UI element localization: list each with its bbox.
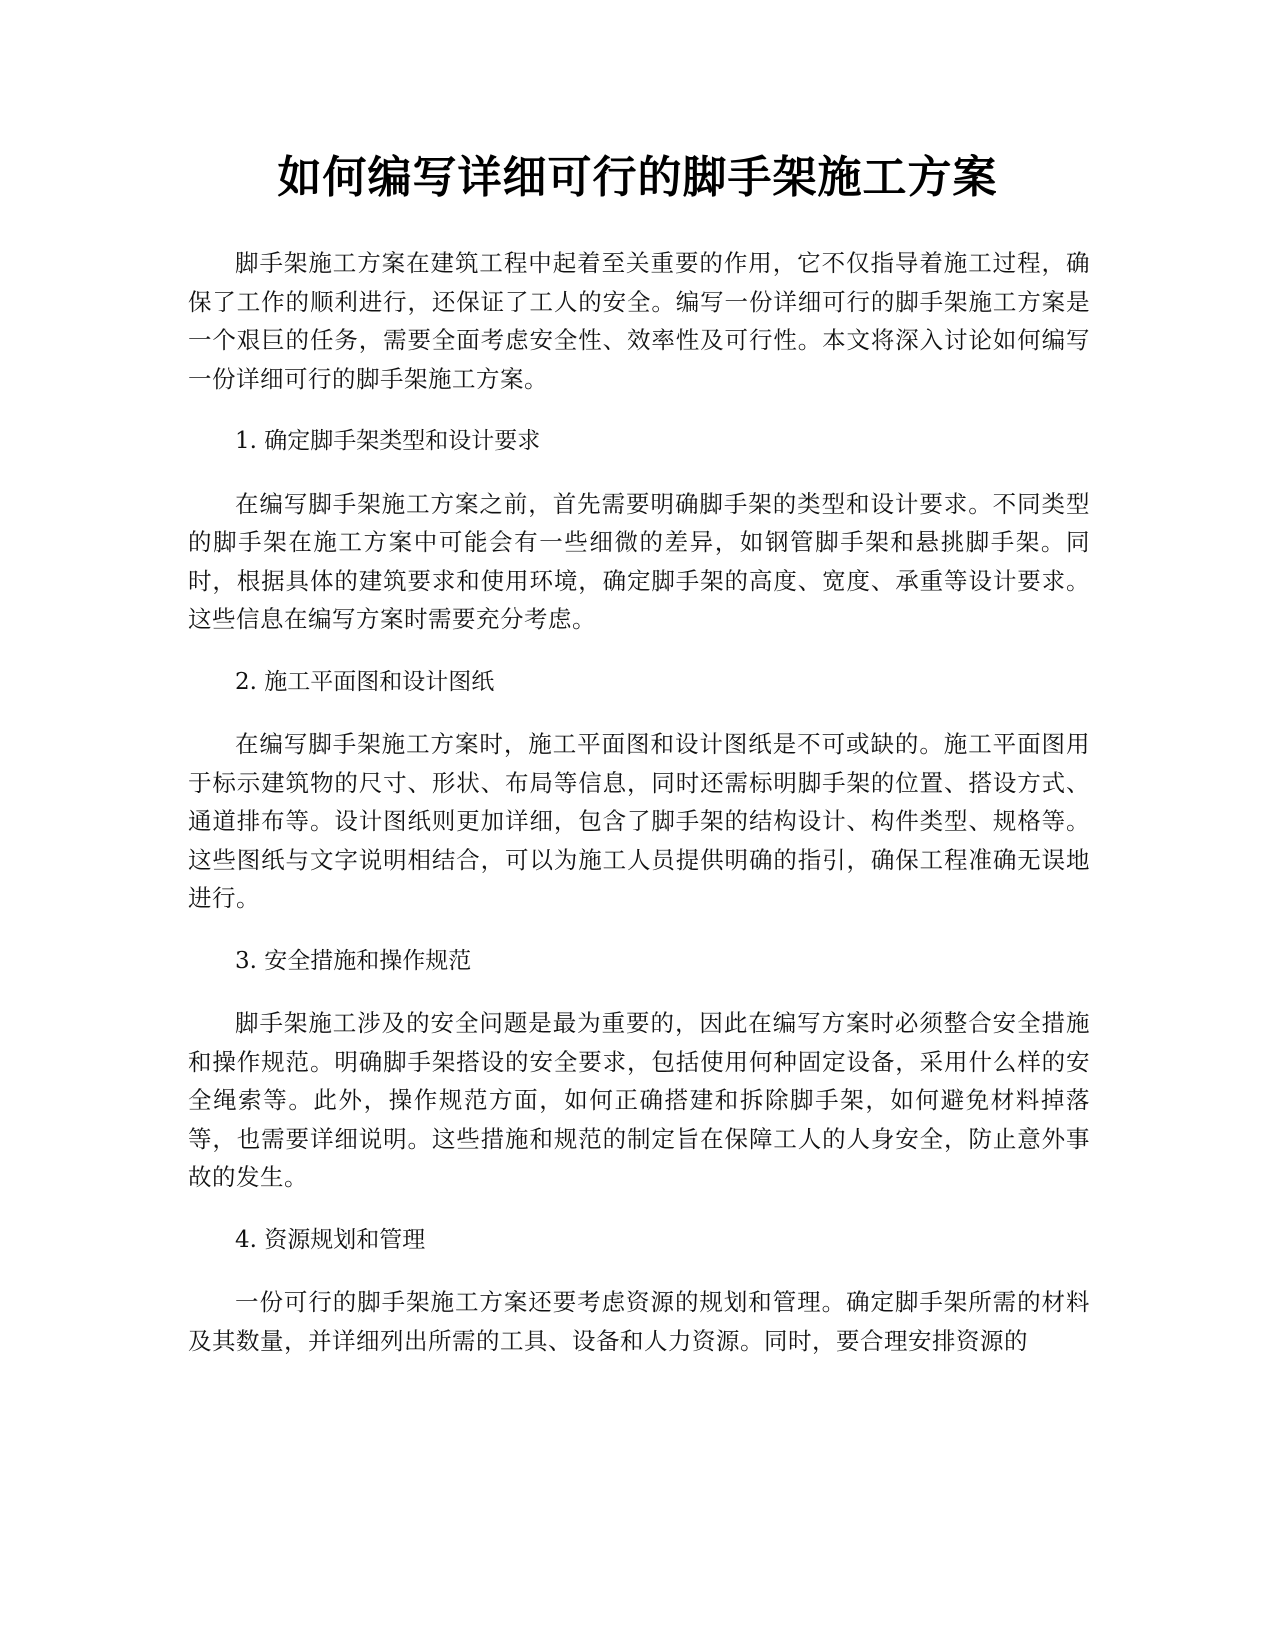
section-heading-3: 3. 安全措施和操作规范 [235, 947, 472, 974]
section-body-1: 在编写脚手架施工方案之前，首先需要明确脚手架的类型和设计要求。不同类型的脚手架在施工方案中可能会有一些细微的差异，如钢管脚手架和悬挑脚手架。同时，根据具体的建筑要求和使用环境，确定脚手架的高度、宽度、承重等设计要求。这些信息在编写方案时需要充分考虑。 [188, 489, 1090, 633]
intro-paragraph: 脚手架施工方案在建筑工程中起着至关重要的作用，它不仅指导着施工过程，确保了工作的顺利进行，还保证了工人的安全。编写一份详细可行的脚手架施工方案是一个艰巨的任务，需要全面考虑安全性、效率性及可行性。本文将深入讨论如何编写一份详细可行的脚手架施工方案。 [188, 249, 1090, 393]
section-body-4: 一份可行的脚手架施工方案还要考虑资源的规划和管理。确定脚手架所需的材料及其数量，并详细列出所需的工具、设备和人力资源。同时，要合理安排资源的 [188, 1288, 1090, 1355]
section-body-3: 脚手架施工涉及的安全问题是最为重要的，因此在编写方案时必须整合安全措施和操作规范。明确脚手架搭设的安全要求，包括使用何种固定设备，采用什么样的安全绳索等。此外，操作规范方面，如何正确搭建和拆除脚手架，如何避免材料掉落等，也需要详细说明。这些措施和规范的制定旨在保障工人的人身安全，防止意外事故的发生。 [188, 1009, 1090, 1191]
section-heading-2: 2. 施工平面图和设计图纸 [235, 668, 495, 695]
document-body [188, 244, 1090, 1384]
document-title: 如何编写详细可行的脚手架施工方案 [277, 152, 998, 203]
section-body-2: 在编写脚手架施工方案时，施工平面图和设计图纸是不可或缺的。施工平面图用于标示建筑物的尺寸、形状、布局等信息，同时还需标明脚手架的位置、搭设方式、通道排布等。设计图纸则更加详细，包含了脚手架的结构设计、构件类型、规格等。这些图纸与文字说明相结合，可以为施工人员提供明确的指引，确保工程准确无误地进行。 [188, 730, 1090, 912]
section-heading-4: 4. 资源规划和管理 [235, 1226, 426, 1253]
section-heading-1: 1. 确定脚手架类型和设计要求 [235, 428, 541, 454]
